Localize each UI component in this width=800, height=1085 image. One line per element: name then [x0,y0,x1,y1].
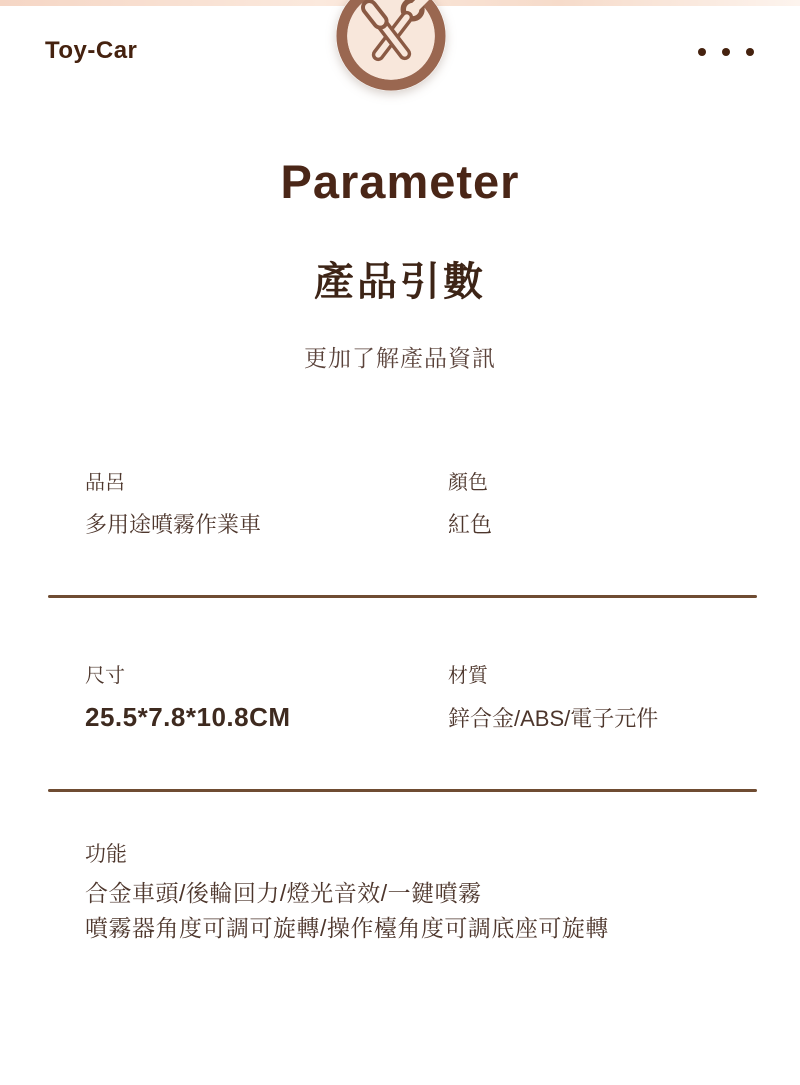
spec-label-size: 尺寸 [85,665,125,687]
page-tagline: 更加了解產品資訊 [304,345,496,371]
spec-value-material: 鋅合金/ABS/電子元件 [448,706,659,731]
tools-badge [332,0,450,95]
spec-label-material: 材質 [448,665,488,687]
section-divider [48,595,757,598]
spec-label-name: 品呂 [85,472,125,494]
features-line-2: 噴霧器角度可調可旋轉/操作檯角度可調底座可旋轉 [85,915,609,941]
menu-dot [746,48,754,56]
tools-icon [332,82,450,99]
spec-value-size: 25.5*7.8*10.8CM [85,702,291,732]
brand-logo-text: Toy-Car [45,37,138,64]
menu-dot [698,48,706,56]
features-line-1: 合金車頭/後輪回力/燈光音效/一鍵噴霧 [85,880,482,906]
menu-dot [722,48,730,56]
page-title: Parameter [280,155,520,208]
ellipsis-icon[interactable] [698,48,754,56]
features-label: 功能 [85,843,127,866]
spec-value-name: 多用途噴霧作業車 [85,512,262,537]
section-divider [48,789,757,792]
spec-value-color: 紅色 [448,512,493,537]
spec-label-color: 顏色 [448,472,488,494]
features-text [85,876,745,946]
page-subtitle: 產品引數 [314,260,486,304]
